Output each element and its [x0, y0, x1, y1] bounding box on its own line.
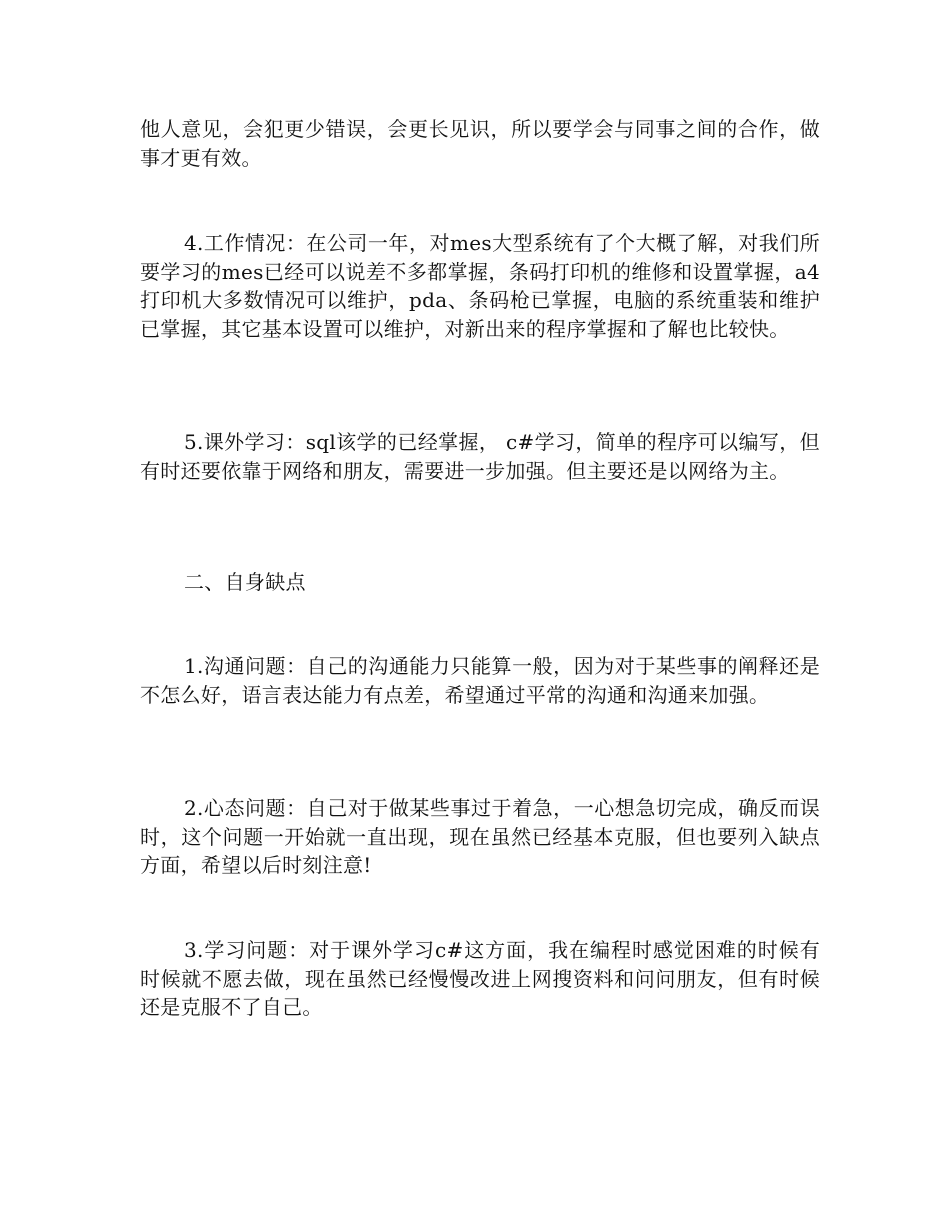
- paragraph-extracurricular-study: 5.课外学习：sql该学的已经掌握， c#学习，简单的程序可以编写，但有时还要依靠于网络和朋友，需要进一步加强。但主要还是以网络为主。: [140, 430, 820, 483]
- section-heading-shortcomings: 二、自身缺点: [184, 570, 306, 594]
- paragraph-work-situation: 4.工作情况：在公司一年，对mes大型系统有了个大概了解，对我们所要学习的mes已经可以说差不多都掌握，条码打印机的维修和设置掌握，a4打印机大多数情况可以维护，pda、条码枪已掌握，电脑的系统重装和维护已掌握，其它基本设置可以维护，对新出来的程序掌握和了解也比较快。: [140, 231, 820, 341]
- paragraph-learning-problem: 3.学习问题：对于课外学习c#这方面，我在编程时感觉困难的时候有时候就不愿去做，现在虽然已经慢慢改进上网搜资料和问问朋友，但有时候还是克服不了自己。: [140, 938, 820, 1019]
- paragraph-mindset-problem: 2.心态问题：自己对于做某些事过于着急，一心想急切完成，确反而误时，这个问题一开始就一直出现，现在虽然已经基本克服，但也要列入缺点方面，希望以后时刻注意!: [140, 796, 820, 877]
- paragraph-teamwork-continued: 他人意见，会犯更少错误，会更长见识，所以要学会与同事之间的合作，做事才更有效。: [140, 117, 820, 170]
- paragraph-communication-problem: 1.沟通问题：自己的沟通能力只能算一般，因为对于某些事的阐释还是不怎么好，语言表达能力有点差，希望通过平常的沟通和沟通来加强。: [140, 654, 820, 707]
